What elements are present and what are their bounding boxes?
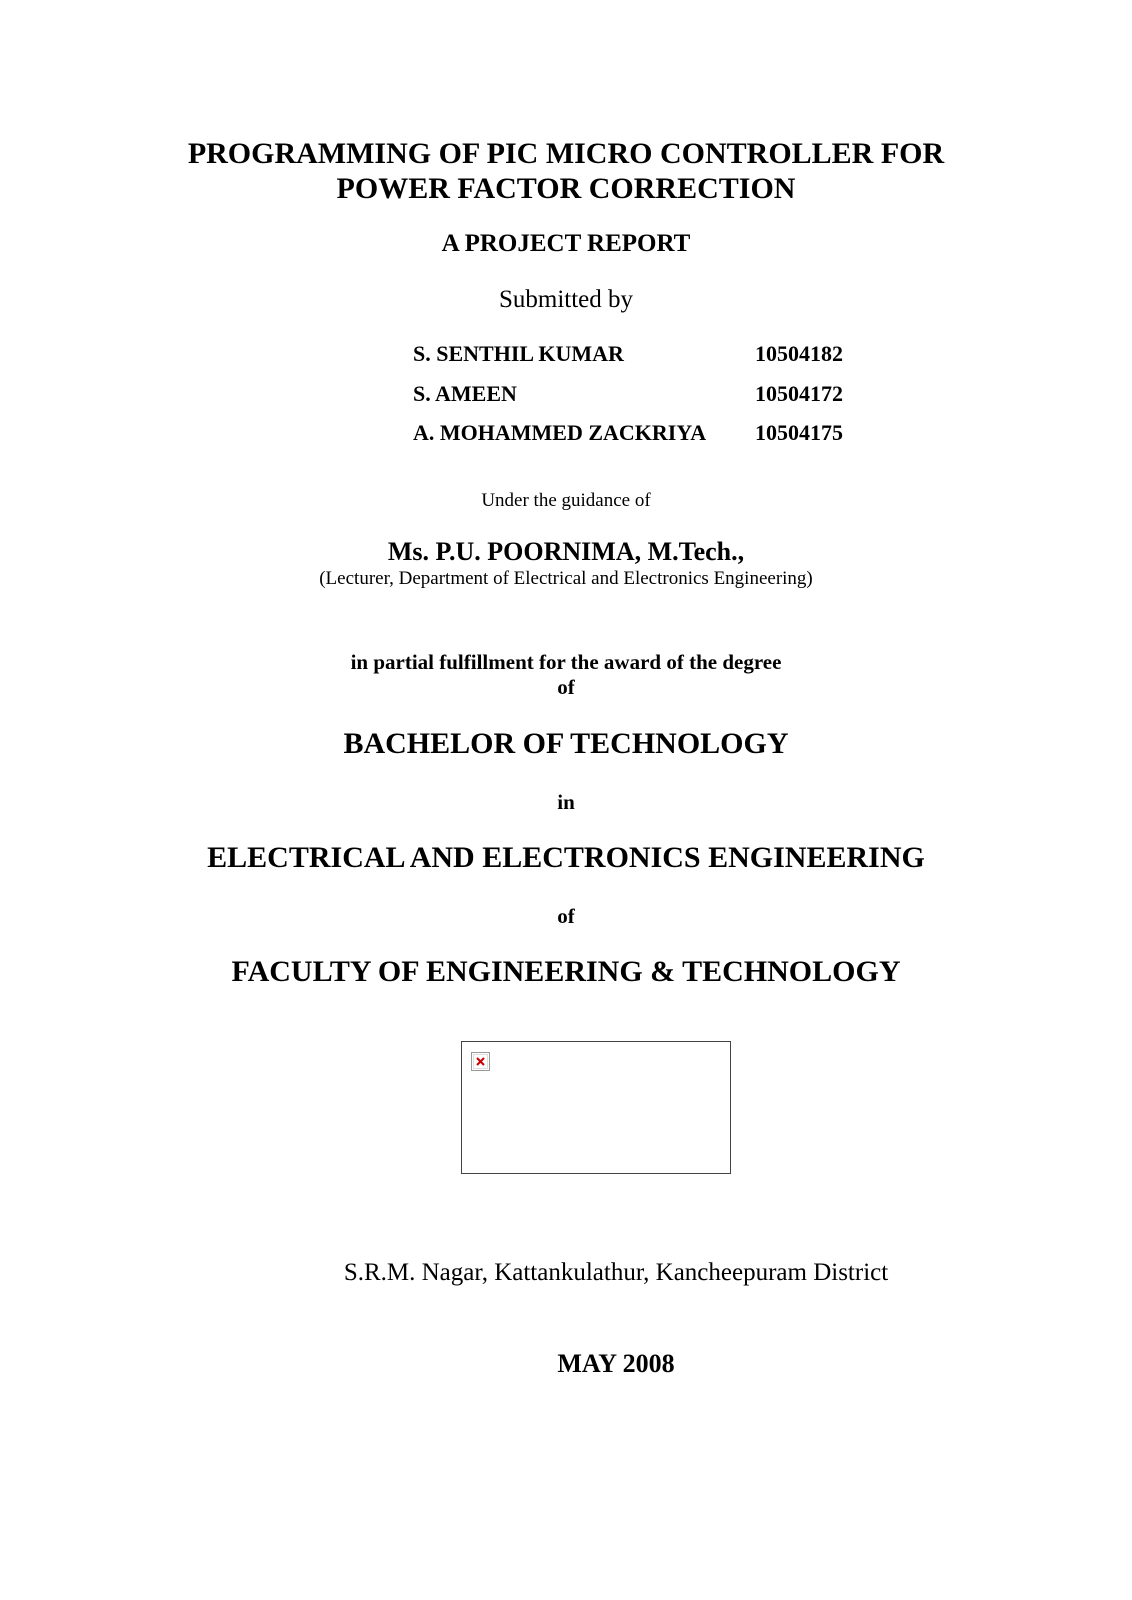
student-register-number: 10504182	[755, 341, 843, 366]
student-row	[413, 381, 843, 421]
branch-name: ELECTRICAL AND ELECTRONICS ENGINEERING	[207, 841, 925, 874]
report-title-line-2: POWER FACTOR CORRECTION	[336, 172, 796, 205]
student-register-number: 10504172	[755, 380, 843, 406]
guidance-label: Under the guidance of	[481, 490, 651, 511]
institution-address: S.R.M. Nagar, Kattankulathur, Kancheepuram District	[343, 1259, 889, 1286]
university-logo-placeholder	[461, 1041, 731, 1174]
report-title	[0, 136, 1132, 206]
student-name: A. MOHAMMED ZACKRIYA	[413, 420, 707, 445]
of-connector: of	[557, 904, 575, 928]
student-name: S. AMEEN	[413, 380, 517, 406]
guide-name: Ms. P.U. POORNIMA, M.Tech.,	[387, 537, 745, 566]
submitted-by-label: Submitted by	[498, 286, 634, 313]
student-register-number: 10504175	[755, 420, 843, 445]
fulfillment-line-2: of	[557, 675, 575, 699]
report-type: A PROJECT REPORT	[441, 230, 691, 257]
faculty-name: FACULTY OF ENGINEERING & TECHNOLOGY	[231, 955, 901, 988]
student-list	[413, 341, 843, 460]
student-row	[413, 420, 843, 460]
in-connector: in	[557, 790, 575, 814]
guide-designation: (Lecturer, Department of Electrical and Electronics Engineering)	[319, 568, 813, 589]
student-name: S. SENTHIL KUMAR	[413, 341, 624, 366]
student-row	[413, 341, 843, 381]
broken-image-icon	[471, 1052, 490, 1071]
submission-date: MAY 2008	[557, 1349, 675, 1378]
fulfillment-statement	[0, 650, 1132, 700]
degree-name: BACHELOR OF TECHNOLOGY	[343, 727, 789, 760]
fulfillment-line-1: in partial fulfillment for the award of the degree	[350, 650, 782, 674]
report-title-line-1: PROGRAMMING OF PIC MICRO CONTROLLER FOR	[187, 137, 945, 170]
